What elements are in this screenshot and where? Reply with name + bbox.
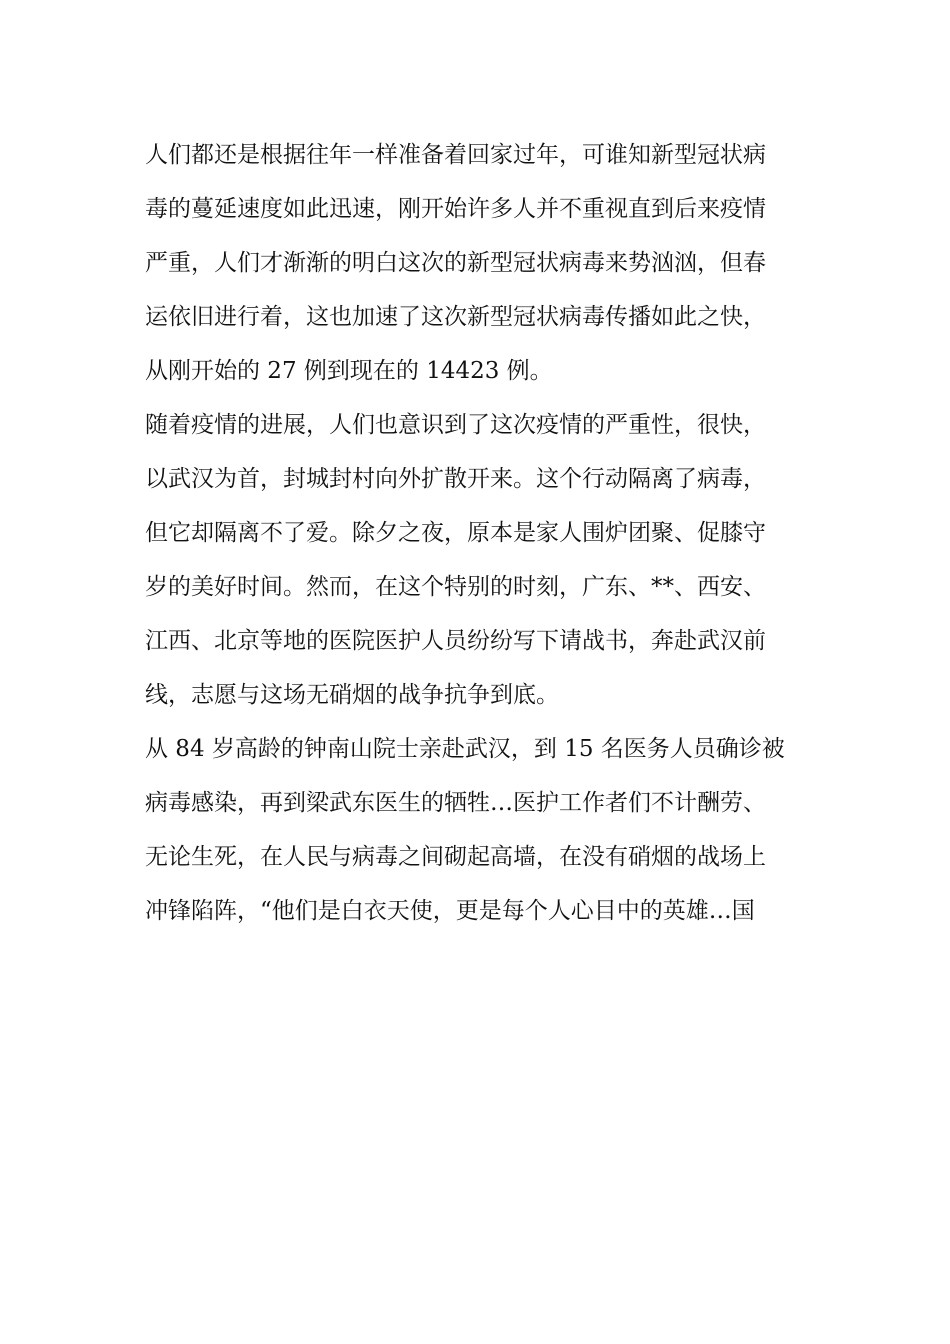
document-body xyxy=(145,128,825,938)
text-line: 但它却隔离不了爱。除夕之夜，原本是家人围炉团聚、促膝守 xyxy=(145,520,766,546)
text-line: 线，志愿与这场无硝烟的战争抗争到底。 xyxy=(145,682,559,708)
text-line: 江西、北京等地的医院医护人员纷纷写下请战书，奔赴武汉前 xyxy=(145,628,766,654)
text-line: 人们都还是根据往年一样准备着回家过年，可谁知新型冠状病 xyxy=(145,142,766,168)
paragraph-3 xyxy=(145,722,825,938)
text-line: 从刚开始的 27 例到现在的 14423 例。 xyxy=(145,358,553,384)
paragraph-2 xyxy=(145,398,825,722)
text-line: 冲锋陷阵，“他们是白衣天使，更是每个人心目中的英雄…国 xyxy=(145,898,755,924)
text-line: 病毒感染，再到梁武东医生的牺牲…医护工作者们不计酬劳、 xyxy=(145,790,766,816)
text-line: 随着疫情的进展，人们也意识到了这次疫情的严重性，很快， xyxy=(145,412,766,438)
text-line: 从 84 岁高龄的钟南山院士亲赴武汉，到 15 名医务人员确诊被 xyxy=(145,736,785,762)
text-line: 严重，人们才渐渐的明白这次的新型冠状病毒来势汹汹，但春 xyxy=(145,250,766,276)
paragraph-1 xyxy=(145,128,825,398)
text-line: 无论生死，在人民与病毒之间砌起高墙，在没有硝烟的战场上 xyxy=(145,844,766,870)
text-line: 运依旧进行着，这也加速了这次新型冠状病毒传播如此之快， xyxy=(145,304,766,330)
text-line: 毒的蔓延速度如此迅速，刚开始许多人并不重视直到后来疫情 xyxy=(145,196,766,222)
text-line: 以武汉为首，封城封村向外扩散开来。这个行动隔离了病毒， xyxy=(145,466,766,492)
text-line: 岁的美好时间。然而，在这个特别的时刻，广东、**、西安、 xyxy=(145,574,766,600)
